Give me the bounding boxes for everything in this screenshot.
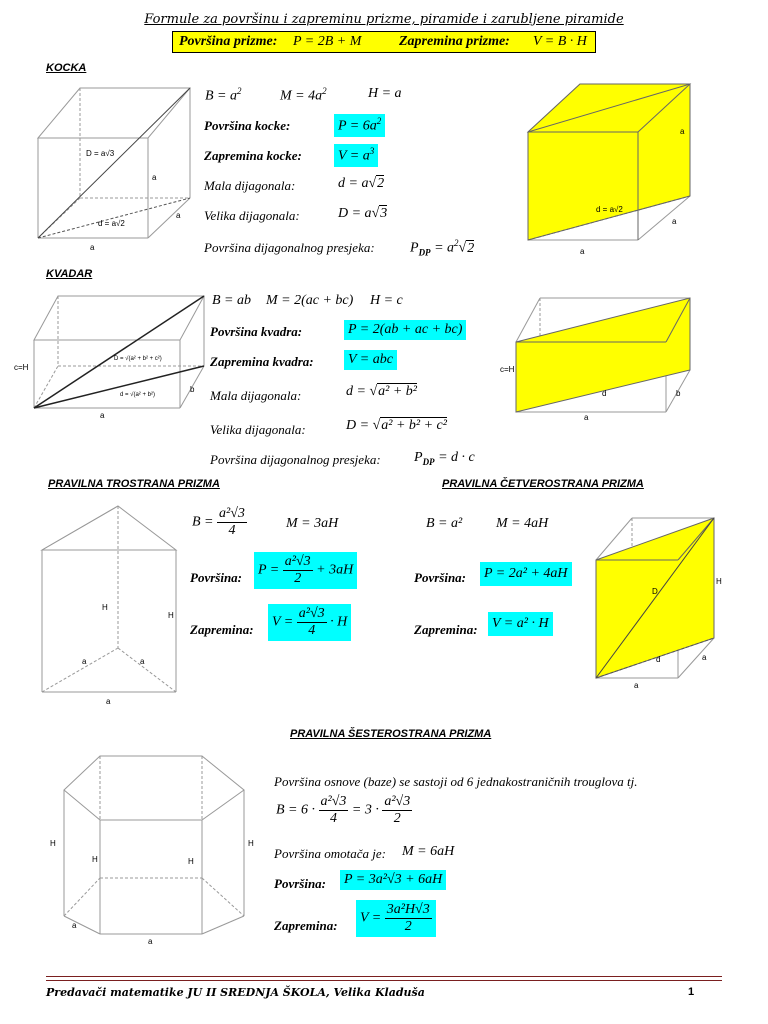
hex-prism-label-H2: H [92,855,98,864]
kocka-presjek-label: Površina dijagonalnog presjeka: [204,240,375,255]
cube2-label-d: d = a√2 [596,205,623,214]
hexagonal-prism-diagram [40,748,260,948]
cuboid-label-b: b [190,385,195,394]
hex-prism-label-H1: H [50,839,56,848]
sesterostrana-intro: Površina osnove (baze) se sastoji od 6 jednakostraničnih trouglova tj. [274,774,638,789]
tri-prism-label-H2: H [168,611,174,620]
cube2-label-a2: a [672,217,677,226]
triangular-prism-diagram [26,496,196,708]
cube-label-a3: a [90,243,95,252]
sq-prism-label-a2: a [634,681,639,690]
cube-diagram [32,80,192,250]
hex-prism-label-a1: a [72,921,77,930]
trostrana-m: M = 3aH [286,516,339,531]
kocka-m: $M = 4a^2$ [280,86,327,104]
cube-label-d: d = a√2 [98,219,125,228]
kvadar-zapremina-label: Zapremina kvadra: [210,354,314,369]
cuboid-label-d: d = √(a² + b²) [120,392,155,398]
cetverostrana-m: M = 4aH [496,516,549,531]
kocka-velika-label: Velika dijagonala: [204,208,300,223]
trostrana-zapremina-label: Zapremina: [190,622,254,637]
kocka-zapremina-label: Zapremina kocke: [204,148,302,163]
cuboid-section-diagram [500,292,700,422]
tri-prism-label-a1: a [82,657,87,666]
kocka-povrsina: $P = 6a^2$ [334,114,385,137]
kocka-zapremina: $V = a^3$ [334,144,378,167]
cetverostrana-povrsina: P = 2a² + 4aH [480,562,572,586]
sesterostrana-zapremina-label: Zapremina: [274,918,338,933]
kocka-mala-label: Mala dijagonala: [204,178,296,193]
sq-prism-label-a1: a [702,653,707,662]
cube2-label-a3: a [580,247,585,256]
kvadar-h: H = c [370,293,403,308]
cetverostrana-b: B = a² [426,516,463,531]
sesterostrana-omotac: M = 6aH [402,844,455,859]
sq-prism-label-d: d [656,655,661,664]
kvadar-velika: D = √a² + b² + c² [346,418,447,433]
cetverostrana-povrsina-label: Površina: [414,570,466,585]
sq-prism-label-D: D [652,587,658,596]
cetverostrana-zapremina-label: Zapremina: [414,622,478,637]
kvadar-m: M = 2(ac + bc) [266,293,354,308]
section-kocka: KOCKA [46,62,87,74]
page-title: Formule za površinu i zapreminu prizme, piramide i zarubljene piramide [144,12,624,27]
prism-area-label: Površina prizme: [179,34,278,49]
cuboid-label-D: D = √(a² + b² + c²) [114,356,162,362]
kocka-velika: D = a√3 [338,206,388,221]
tri-prism-label-a3: a [106,697,111,706]
footer-divider [46,976,722,981]
prism-volume-formula: V = B · H [533,34,587,49]
cube2-label-a1: a [680,127,685,136]
prism-volume-label: Zapremina prizme: [399,34,510,49]
cube-label-D: D = a√3 [86,149,115,158]
trostrana-b: B = $\frac{\text{a²√3}}{4}$ [192,506,245,538]
prism-formula-box [172,31,596,53]
kocka-presjek: $P_{DP} = a^2√2$ [410,238,475,258]
cuboid2-label-a: a [584,413,589,422]
cube-label-a1: a [152,173,157,182]
sesterostrana-omotac-label: Površina omotača je: [274,846,386,861]
page-number: 1 [688,986,695,998]
kvadar-mala-label: Mala dijagonala: [210,388,302,403]
tri-prism-label-a2: a [140,657,145,666]
sesterostrana-povrsina-label: Površina: [274,876,326,891]
trostrana-povrsina: P = $\frac{\text{a²√3}}{2}$ + 3aH [254,552,357,589]
sesterostrana-povrsina: P = 3a²√3 + 6aH [340,870,446,890]
sesterostrana-zapremina: V = $\frac{\text{3a²H√3}}{2}$ [356,900,436,937]
footer-text: Predavači matematike JU II SREDNJA ŠKOLA, Velika Kladuša [46,986,425,999]
section-cetverostrana: PRAVILNA ČETVEROSTRANA PRIZMA [442,478,644,490]
kvadar-povrsina-label: Površina kvadra: [210,324,303,339]
cube-diagonal-section-diagram [520,78,700,258]
kvadar-povrsina: P = 2(ab + ac + bc) [344,320,466,340]
hex-prism-label-H4: H [248,839,254,848]
hex-prism-label-H3: H [188,857,194,866]
section-trostrana: PRAVILNA TROSTRANA PRIZMA [48,478,220,490]
cuboid2-label-d: d [602,389,607,398]
kocka-mala: d = a√2 [338,176,385,191]
kvadar-b: B = ab [212,293,251,308]
cetverostrana-zapremina: V = a² · H [488,612,553,636]
kvadar-presjek-label: Površina dijagonalnog presjeka: [210,452,381,467]
kocka-h: H = a [368,86,402,101]
cuboid-label-cH: c=H [14,363,29,372]
cuboid2-label-cH: c=H [500,365,515,374]
trostrana-povrsina-label: Površina: [190,570,242,585]
prism-area-formula: P = 2B + M [293,34,362,49]
hex-prism-label-a2: a [148,937,153,946]
cube-label-a2: a [176,211,181,220]
cuboid2-label-b: b [676,389,681,398]
trostrana-zapremina: V = $\frac{\text{a²√3}}{4}$ · H [268,604,351,641]
cuboid-diagram [14,290,204,420]
kvadar-zapremina: V = abc [344,350,397,370]
sq-prism-label-H: H [716,577,722,586]
square-prism-diagram [590,512,720,694]
kocka-povrsina-label: Površina kocke: [204,118,291,133]
kvadar-mala: d = √a² + b² [346,384,417,399]
section-kvadar: KVADAR [46,268,93,280]
kvadar-velika-label: Velika dijagonala: [210,422,306,437]
tri-prism-label-H1: H [102,603,108,612]
kocka-b: $B = a^2$ [205,86,242,104]
section-sesterostrana: PRAVILNA ŠESTEROSTRANA PRIZMA [290,728,492,740]
cuboid-label-a: a [100,411,105,420]
sesterostrana-b: B = 6 · $\frac{\text{a²√3}}{4}$ = 3 · $\frac{\text{a²√3}}{2}$ [276,794,411,826]
kvadar-presjek: $P_{DP} = d \cdot c$ [414,450,475,467]
